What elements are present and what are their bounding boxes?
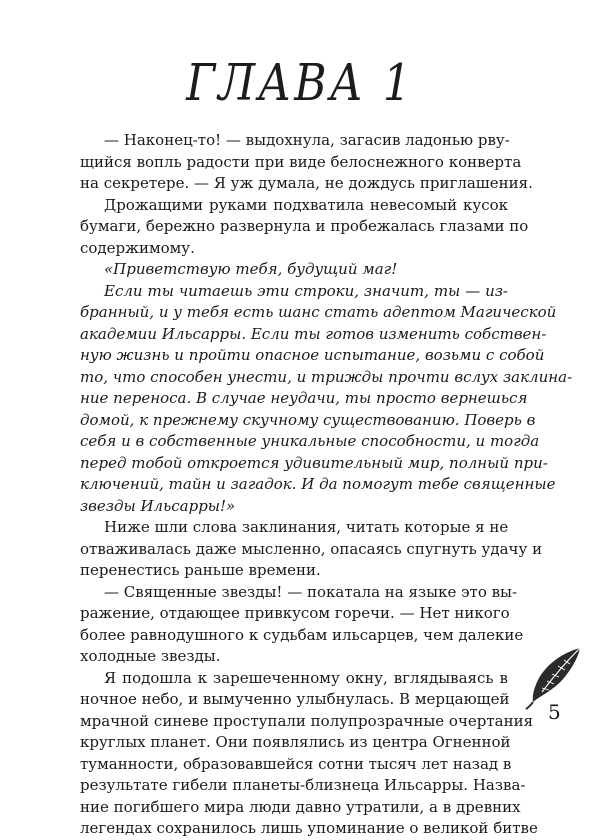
- text-line: звезды Ильсарры!»: [80, 496, 236, 515]
- text-line: ночное небо, и вымученно улыбнулась. В мерцающей: [80, 690, 510, 708]
- text-line: отваживалась даже мысленно, опасаясь спугнуть удачу и: [80, 539, 543, 558]
- text-line: более равнодушного к судьбам ильсарцев, чем далекие: [80, 625, 524, 644]
- text-line: круглых планет. Они появлялись из центра Огненной: [80, 733, 511, 751]
- text-line: ражение, отдающее привкусом горечи. — Нет никого: [80, 604, 510, 622]
- text-line: — Священные звезды! — покатала на языке это вы-: [104, 582, 518, 601]
- text-line: ние погибшего мира люди давно утратили, а в древних: [80, 797, 521, 816]
- text-line: туманности, образовавшейся сотни тысяч лет назад в: [80, 754, 512, 773]
- text-line: легендах сохранилось лишь упоминание о великой битве: [80, 819, 538, 837]
- text-line: содержимому.: [80, 238, 195, 257]
- text-line: академии Ильсарры. Если ты готов изменить собствен-: [80, 324, 547, 343]
- text-line: то, что способен унести, и трижды прочти вслух заклина-: [80, 367, 573, 386]
- text-line: домой, к прежнему скучному существованию. Поверь в: [80, 410, 536, 429]
- text-line: ную жизнь и пройти опасное испытание, возьми с собой: [80, 346, 545, 364]
- text-line: перед тобой откроется удивительный мир, полный при-: [80, 453, 548, 472]
- text-line: — Наконец-то! — выдохнула, загасив ладонью рву-: [104, 131, 510, 149]
- chapter-body: [80, 130, 573, 840]
- text-line: на секретере. — Я уж думала, не дождусь приглашения.: [80, 174, 533, 192]
- text-line: Если ты читаешь эти строки, значит, ты — из-: [104, 281, 508, 300]
- text-line: ключений, тайн и загадок. И да помогут тебе священные: [80, 475, 556, 493]
- text-line: бумаги, бережно развернула и пробежалась глазами по: [80, 217, 529, 235]
- text-line: Дрожащими руками подхватила невесомый кусок: [104, 195, 508, 214]
- text-line: холодные звезды.: [80, 647, 221, 665]
- text-line: Я подошла к зарешеченному окну, вглядываясь в: [104, 668, 508, 687]
- text-line: результате гибели планеты-близнеца Ильсарры. Назва-: [80, 776, 526, 794]
- text-line: мрачной синеве проступали полупрозрачные очертания: [80, 711, 534, 730]
- text-line: щийся вопль радости при виде белоснежного конверта: [80, 152, 522, 171]
- text-line: перенестись раньше времени.: [80, 561, 321, 579]
- text-line: Ниже шли слова заклинания, читать которые я не: [104, 518, 509, 536]
- page-number: 5: [548, 700, 561, 724]
- text-line: ние переноса. В случае неудачи, ты просто вернешься: [80, 389, 528, 407]
- chapter-title: ГЛАВА 1: [186, 54, 414, 113]
- text-line: бранный, и у тебя есть шанс стать адептом Магической: [80, 303, 557, 321]
- text-line: себя и в собственные уникальные способности, и тогда: [80, 432, 540, 450]
- text-line: «Приветствую тебя, будущий маг!: [104, 260, 398, 278]
